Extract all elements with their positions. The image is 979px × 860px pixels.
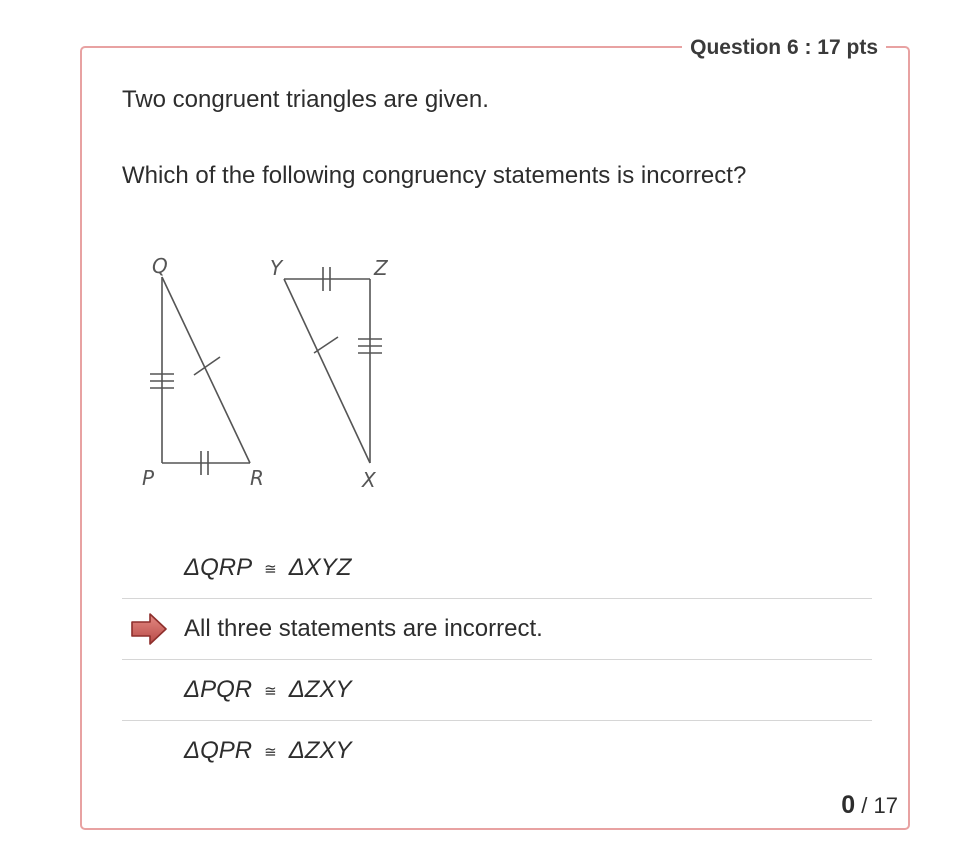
- answer-option-4[interactable]: [122, 721, 872, 781]
- answer-option-1[interactable]: [122, 538, 872, 599]
- answer-right: ΔZXY: [288, 737, 352, 764]
- answer-list: [122, 538, 872, 781]
- score-total: 17: [873, 793, 898, 818]
- answer-right: ΔZXY: [288, 676, 352, 703]
- answer-text: All three statements are incorrect.: [184, 615, 543, 642]
- score-earned: 0: [841, 791, 856, 819]
- answer-left: ΔQPR: [184, 737, 253, 764]
- answer-statement: [184, 554, 351, 582]
- answer-option-2[interactable]: [122, 599, 872, 660]
- score-display: [841, 791, 898, 820]
- score-separator: /: [861, 793, 868, 818]
- label-Y: Y: [270, 256, 283, 280]
- label-X: X: [362, 468, 376, 492]
- question-card: [80, 36, 910, 830]
- triangles-figure: [132, 243, 412, 493]
- selected-arrow-icon: [130, 612, 168, 646]
- label-Q: Q: [152, 254, 168, 278]
- question-prompt-line2: Which of the following congruency statements is incorrect?: [122, 162, 747, 189]
- answer-left: ΔPQR: [184, 676, 253, 703]
- question-prompt-line1: Two congruent triangles are given.: [122, 86, 489, 113]
- label-Z: Z: [374, 256, 388, 280]
- answer-left: ΔQRP: [184, 554, 253, 581]
- answer-statement: [184, 737, 351, 765]
- answer-right: ΔXYZ: [288, 554, 352, 581]
- label-R: R: [250, 466, 264, 490]
- congruent-symbol: ≅: [264, 561, 277, 578]
- question-header: Question 6 : 17 pts: [682, 36, 886, 60]
- answer-statement: [184, 676, 351, 704]
- answer-option-3[interactable]: [122, 660, 872, 721]
- congruent-symbol: ≅: [264, 683, 277, 700]
- congruent-symbol: ≅: [264, 744, 277, 761]
- label-P: P: [142, 466, 155, 490]
